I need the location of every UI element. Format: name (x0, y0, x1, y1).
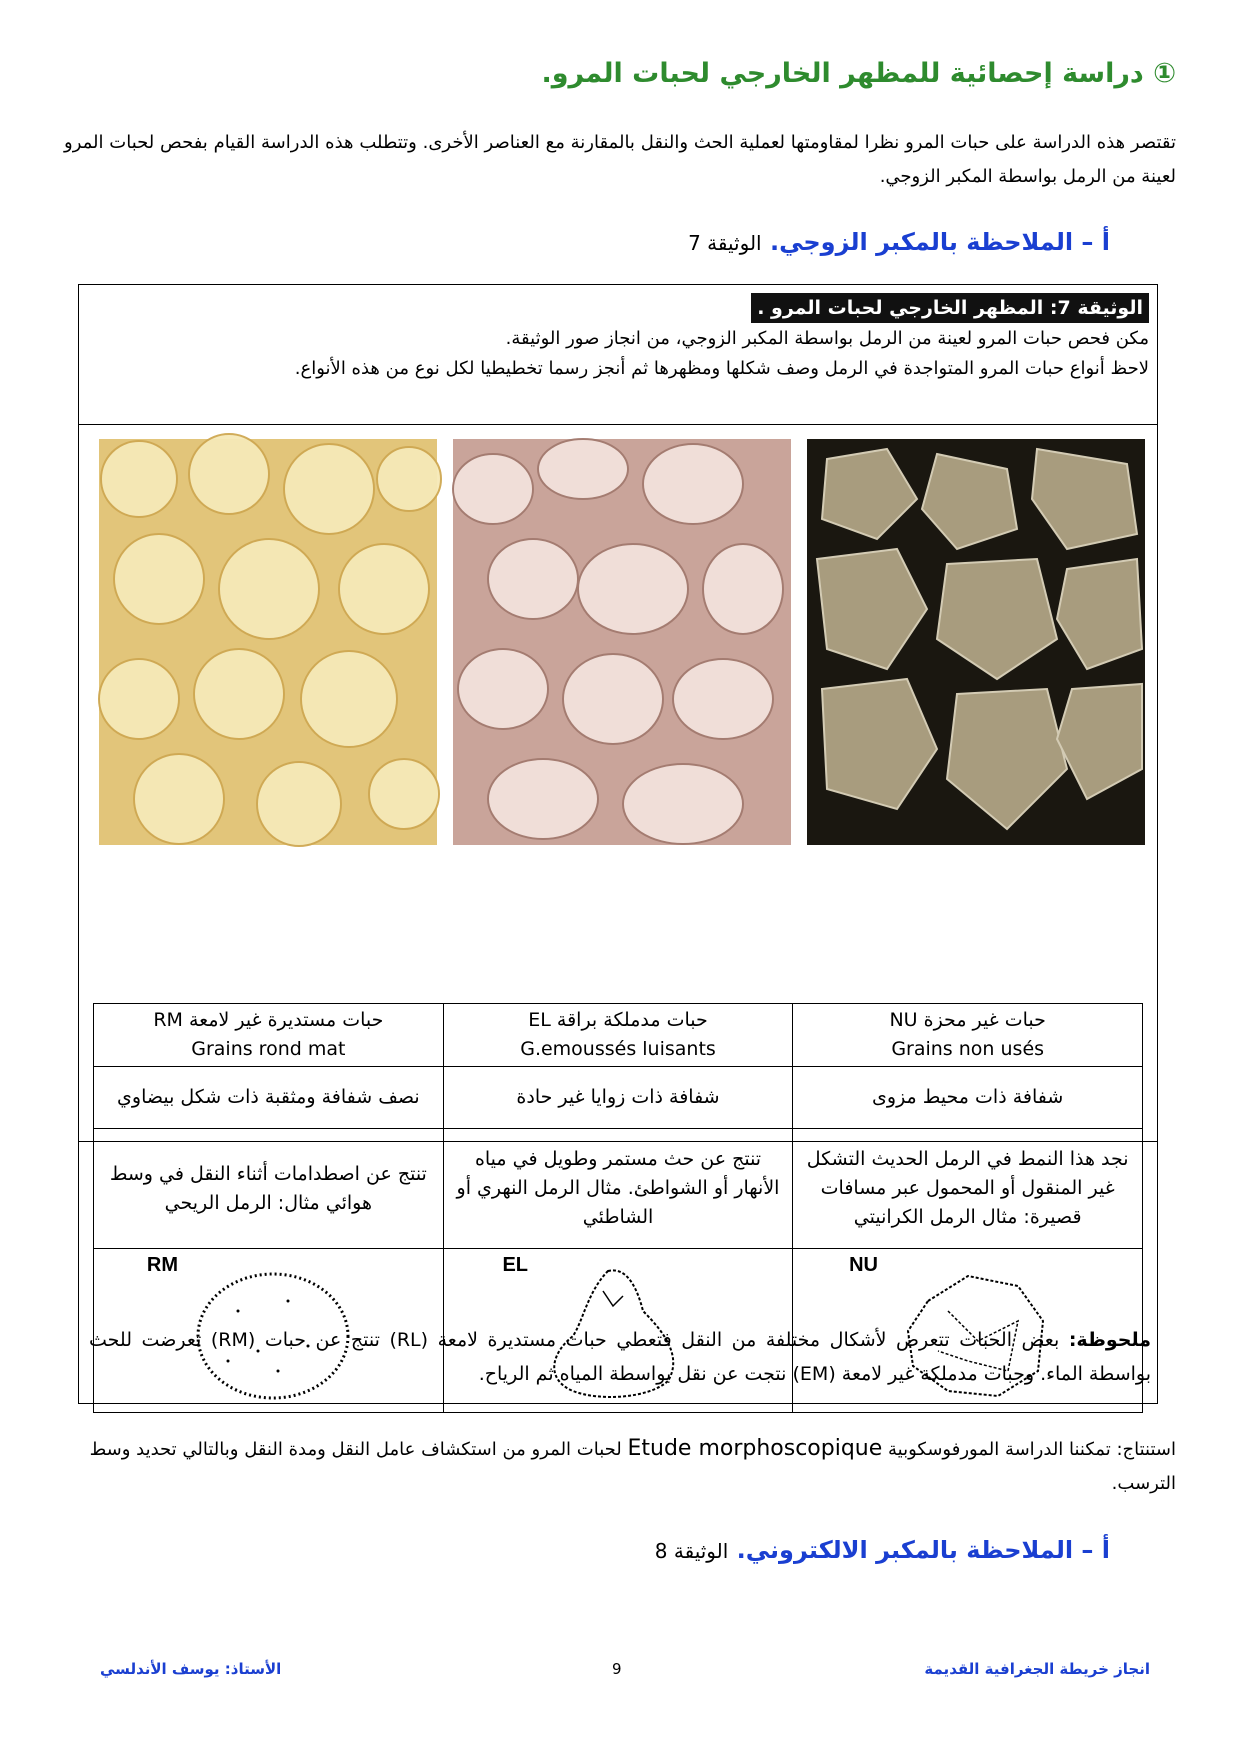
nu-origin-cell: نجد هذا النمط في الرمل الحديث التشكل غير المنقول أو المحمول عبر مسافات قصيرة: مثال الرمل الكرانيتي (793, 1129, 1143, 1249)
note-label: ملحوظة: (1068, 1329, 1151, 1351)
el-header-cell (443, 1004, 793, 1067)
page-heading: ① دراسة إحصائية للمظهر الخارجي لحبات المرو. (541, 58, 1176, 89)
el-name-ar: حبات مدملكة براقة EL (528, 1009, 708, 1031)
photos-area (79, 425, 1157, 1276)
page-number: 9 (612, 1660, 622, 1678)
rm-shape-cell: نصف شفافة ومثقبة ذات شكل بيضاوي (94, 1067, 444, 1129)
el-origin-cell: تنتج عن حث مستمر وطويل في مياه الأنهار أو الشواطئ. مثال الرمل النهري أو الشاطئي (443, 1129, 793, 1249)
document-7-frame (78, 284, 1158, 1404)
el-sketch-label: EL (502, 1254, 529, 1276)
section-a-title (688, 228, 1110, 256)
document-7-line2: لاحظ أنواع حبات المرو المتواجدة في الرمل وصف شكلها ومظهرها ثم أنجز رسما تخطيطيا لكل نوع من هذه الأنواع. (294, 358, 1149, 379)
intro-paragraph: تقتصر هذه الدراسة على حبات المرو نظرا لمقاومتها لعملية الحث والنقل بالمقارنة مع العناصر الأخرى. وتتطلب هذه الدراسة القيام بفحص لحبات المرو لعينة من الرمل بواسطة المكبر الزوجي. (64, 132, 1176, 187)
nu-name-fr: Grains non usés (891, 1038, 1045, 1060)
table-row (94, 1129, 1143, 1249)
table-row (94, 1067, 1143, 1129)
section-a-doc-ref: الوثيقة 7 (688, 231, 762, 255)
conclusion-paragraph (64, 1432, 1176, 1501)
conclusion-latin: Etude morphoscopique (627, 1436, 883, 1461)
el-name-fr: G.emoussés luisants (520, 1038, 716, 1060)
rm-name-fr: Grains rond mat (191, 1038, 346, 1060)
document-7-line1: مكن فحص حبات المرو لعينة من الرمل بواسطة المكبر الزوجي، من انجاز صور الوثيقة. (505, 328, 1149, 349)
rm-sketch-label: RM (147, 1254, 179, 1276)
note-text: بعض الحبات تتعرض لأشكال مختلفة من النقل فتعطي حبات مستديرة لامعة (RL) تنتج عن حبات (RM) تعرضت للحث بواسطة الماء. وحبات مدملكة غير لامعة (EM) نتجت عن نقل بواسطة المياه ثم الرياح. (89, 1329, 1151, 1385)
nu-header-cell (793, 1004, 1143, 1067)
nu-name-ar: حبات غير محزة NU (889, 1009, 1046, 1031)
footer-teacher: الأستاذ: يوسف الأندلسي (100, 1660, 282, 1678)
rm-header-cell (94, 1004, 444, 1067)
section-b-label: أ – الملاحظة بالمكبر الالكتروني. (736, 1536, 1110, 1564)
conclusion-after: لحبات المرو من استكشاف عامل النقل ومدة النقل وبالتالي تحديد وسط الترسب. (89, 1439, 1176, 1494)
table-row (94, 1004, 1143, 1067)
section-b-doc-ref: الوثيقة 8 (654, 1539, 729, 1563)
section-a-label: أ – الملاحظة بالمكبر الزوجي. (769, 228, 1110, 256)
document-7-header (79, 285, 1157, 425)
conclusion-before: استنتاج: تمكننا الدراسة المورفوسكوبية (882, 1439, 1176, 1460)
nu-shape-cell: شفافة ذات محيط مزوى (793, 1067, 1143, 1129)
photo-nu-grains (807, 439, 1145, 845)
note-paragraph (89, 1323, 1151, 1391)
photo-rm-grains (99, 439, 437, 845)
photo-el-grains (453, 439, 791, 845)
section-b-title (655, 1536, 1110, 1564)
rm-origin-cell: تنتج عن اصطدامات أثناء النقل في وسط هوائي مثال: الرمل الريحي (94, 1129, 444, 1249)
el-shape-cell: شفافة ذات زوايا غير حادة (443, 1067, 793, 1129)
nu-sketch-label: NU (848, 1254, 878, 1276)
document-7-title: الوثيقة 7: المظهر الخارجي لحبات المرو . (751, 293, 1149, 323)
footer-title: انجاز خريطة الجغرافية القديمة (924, 1660, 1150, 1678)
rm-name-ar: حبات مستديرة غير لامعة RM (153, 1009, 384, 1031)
